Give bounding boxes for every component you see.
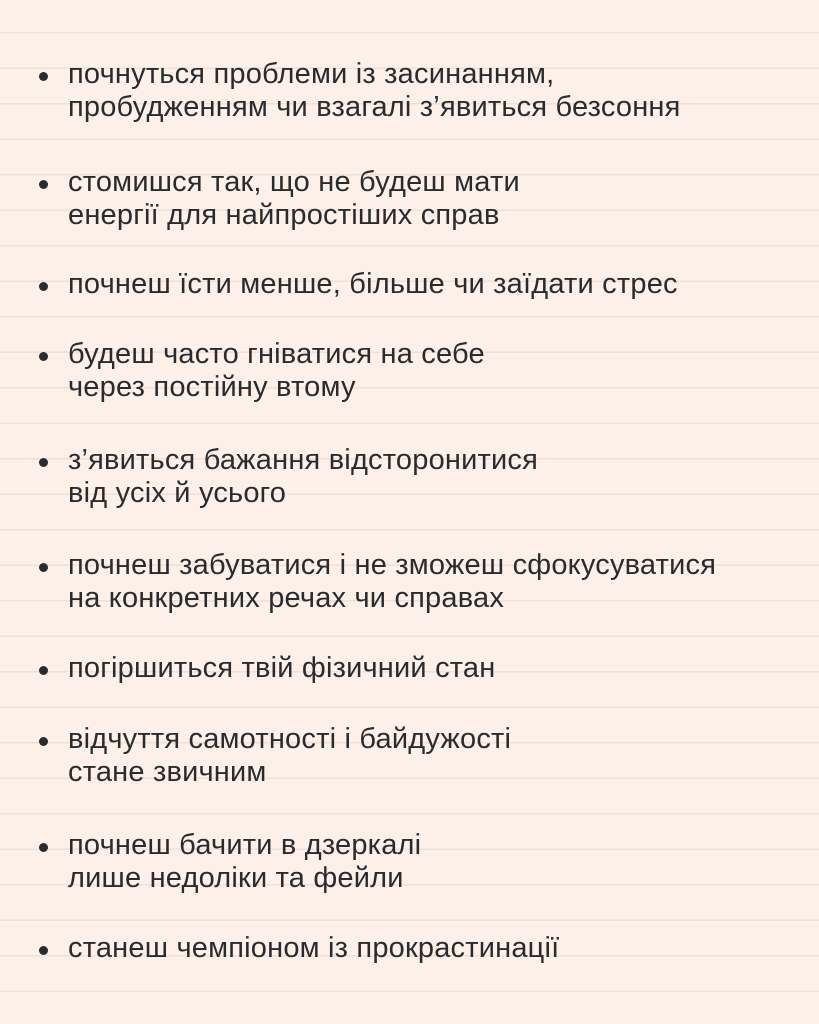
list-item-line: від усіх й усього (68, 477, 287, 509)
list-item-text (68, 58, 808, 124)
bullet-dot-icon (39, 180, 48, 189)
list-item-line: почнуться проблеми із засинанням, (68, 58, 555, 90)
list-item-line: станеш чемпіоном із прокрастинації (68, 932, 560, 964)
list-item-line: почнеш їсти менше, більше чи заїдати стрес (68, 268, 678, 300)
list-item-text (68, 723, 808, 789)
bullet-dot-icon (39, 563, 48, 572)
bullet-dot-icon (39, 458, 48, 467)
list-item-line: на конкретних речах чи справах (68, 582, 505, 614)
bullet-dot-icon (39, 282, 48, 291)
list-item-line: почнеш забуватися і не зможеш сфокусуватися (68, 549, 717, 581)
list-item-text (68, 932, 808, 965)
list-item-line: стомишся так, що не будеш мати (68, 166, 520, 198)
list-item-line: відчуття самотності і байдужості (68, 723, 512, 755)
list-item-line: лише недоліки та фейли (68, 862, 404, 894)
list-item-line: пробудженням чи взагалі з’явиться безсоння (68, 91, 681, 123)
list-item-text (68, 166, 808, 232)
list-item-text (68, 652, 808, 685)
list-item-line: будеш часто гніватися на себе (68, 338, 485, 370)
list-item-text (68, 338, 808, 404)
list-item-text (68, 829, 808, 895)
bullet-dot-icon (39, 946, 48, 955)
list-item-text (68, 444, 808, 510)
bullet-dot-icon (39, 666, 48, 675)
bullet-dot-icon (39, 352, 48, 361)
list-item-line: через постійну втому (68, 371, 356, 403)
list-item-line: стане звичним (68, 756, 267, 788)
list-item-line: почнеш бачити в дзеркалі (68, 829, 422, 861)
list-item-line: з’явиться бажання відсторонитися (68, 444, 539, 476)
list-item-line: погіршиться твій фізичний стан (68, 652, 496, 684)
bullet-dot-icon (39, 843, 48, 852)
list-item-line: енергії для найпростіших справ (68, 199, 500, 231)
list-item-text (68, 268, 808, 301)
bullet-dot-icon (39, 72, 48, 81)
list-item-text (68, 549, 808, 615)
bullet-dot-icon (39, 737, 48, 746)
